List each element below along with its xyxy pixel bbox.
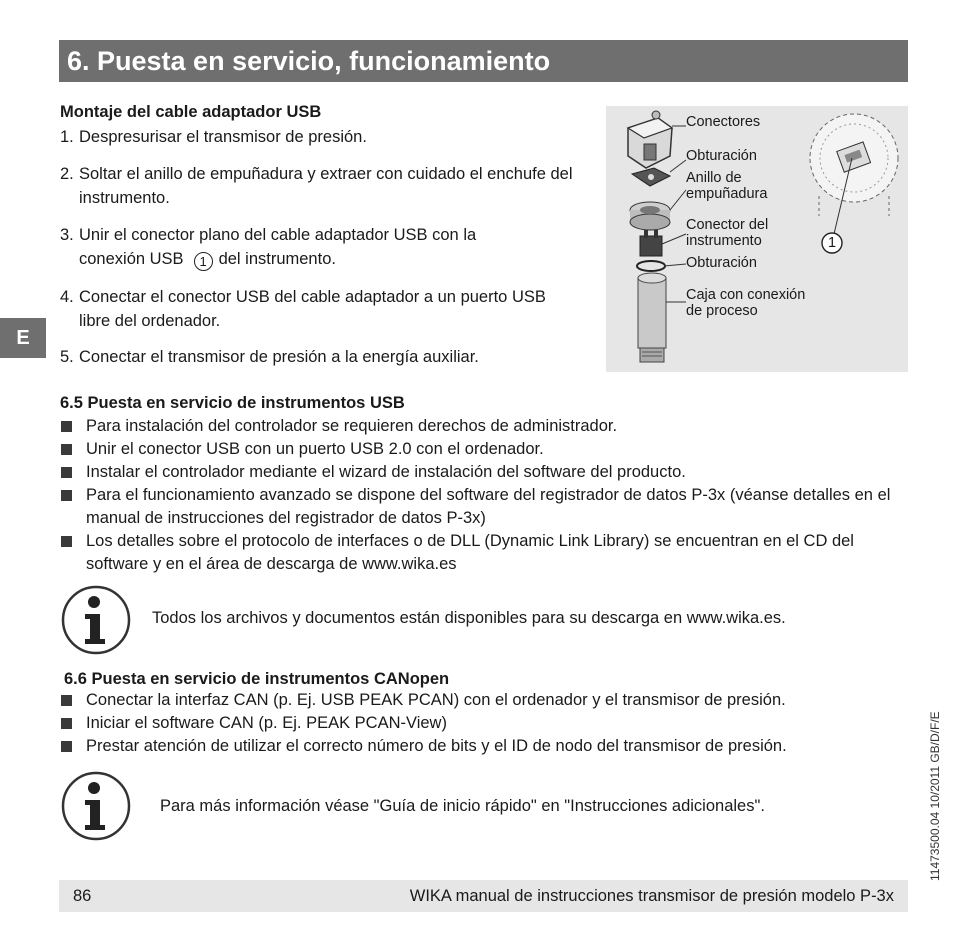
step-text-part: Unir el conector plano del cable adaptador USB con la conexión USB [79,226,477,268]
bullet-square-icon [61,718,72,729]
list-item [60,415,900,438]
list-item-text: Para el funcionamiento avanzado se dispone del software del registrador de datos P-3x (véanse detalles en el manual de instrucciones del registrador de datos P-3x) [86,486,891,527]
canopen-section-heading: 6.6 Puesta en servicio de instrumentos CANopen [64,670,450,688]
callout-marker: 1 [194,252,213,271]
bullet-square-icon [61,467,72,478]
label-grip-ring-1: Anillo de [686,170,742,186]
step-number: 1. [60,128,74,146]
bullet-square-icon [61,536,72,547]
instrument-connector-image [640,230,662,256]
label-instrument-connector-2: instrumento [686,233,762,249]
step-text [79,223,540,271]
page-footer [59,880,908,912]
exploded-view-figure [606,106,908,372]
info-icon [60,770,132,842]
usb-section-list [60,415,900,576]
list-item [60,530,900,576]
list-item-text: Instalar el controlador mediante el wizard de instalación del software del producto. [86,463,686,481]
bullet-square-icon [61,421,72,432]
label-housing-1: Caja con conexión [686,287,806,303]
step-4 [60,285,580,333]
label-seal-bottom: Obturación [686,255,757,271]
list-item-text: Iniciar el software CAN (p. Ej. PEAK PCAN-View) [86,714,447,732]
list-item-text: Los detalles sobre el protocolo de interfaces o de DLL (Dynamic Link Library) se encuentran en el CD del software y en el área de descarga de www.wika.es [86,532,854,573]
step-3 [60,223,540,271]
o-ring-image [637,261,665,271]
usb-port-detail-image [810,114,898,234]
label-instrument-connector-1: Conector del [686,217,769,233]
step-text: Conectar el conector USB del cable adaptador a un puerto USB libre del ordenador. [79,288,546,330]
step-number: 2. [60,165,74,183]
list-item-text: Prestar atención de utilizar el correcto número de bits y el ID de nodo del transmisor de presión. [86,737,787,755]
language-tab: E [0,318,46,358]
bullet-square-icon [61,695,72,706]
list-item [60,735,900,758]
step-5 [60,345,605,369]
bullet-square-icon [61,490,72,501]
canopen-section-list [60,689,900,758]
step-text: Soltar el anillo de empuñadura y extraer con cuidado el enchufe del instrumento. [79,165,573,207]
document-code: 11473500.04 10/2011 GB/D/F/E [928,711,942,881]
list-item-text: Unir el conector USB con un puerto USB 2.0 con el ordenador. [86,440,544,458]
bullet-square-icon [61,444,72,455]
list-item [60,484,900,530]
bullet-square-icon [61,741,72,752]
label-seal-top: Obturación [686,148,757,164]
list-item [60,461,900,484]
step-1 [60,125,605,149]
page-title: 6. Puesta en servicio, funcionamiento [59,40,908,82]
page-number: 86 [73,887,92,905]
housing-image [638,273,666,362]
step-text: Conectar el transmisor de presión a la energía auxiliar. [79,348,479,366]
grip-ring-image [630,202,670,230]
list-item [60,689,900,712]
step-2 [60,162,605,210]
footer-title: WIKA manual de instrucciones transmisor de presión modelo P-3x [409,887,894,905]
info-icon [60,584,132,656]
list-item-text: Para instalación del controlador se requieren derechos de administrador. [86,417,618,435]
connector-plug-image [628,111,672,168]
list-item [60,438,900,461]
step-text: Despresurisar el transmisor de presión. [79,128,367,146]
usb-info-note: Todos los archivos y documentos están disponibles para su descarga en www.wika.es. [152,609,786,627]
step-number: 3. [60,226,74,244]
figure-callout-number: 1 [827,235,837,251]
label-grip-ring-2: empuñadura [686,186,768,202]
step-text-part: del instrumento. [218,250,336,268]
step-number: 4. [60,288,74,306]
usb-section-heading: 6.5 Puesta en servicio de instrumentos USB [60,394,405,412]
label-connectors: Conectores [686,114,761,130]
list-item-text: Conectar la interfaz CAN (p. Ej. USB PEAK PCAN) con el ordenador y el transmisor de presión. [86,691,786,709]
usb-cable-heading: Montaje del cable adaptador USB [60,103,322,121]
seal-image [632,168,670,186]
step-number: 5. [60,348,74,366]
label-housing-2: de proceso [686,303,758,319]
canopen-info-note: Para más información véase "Guía de inicio rápido" en "Instrucciones adicionales". [160,797,765,815]
list-item [60,712,900,735]
